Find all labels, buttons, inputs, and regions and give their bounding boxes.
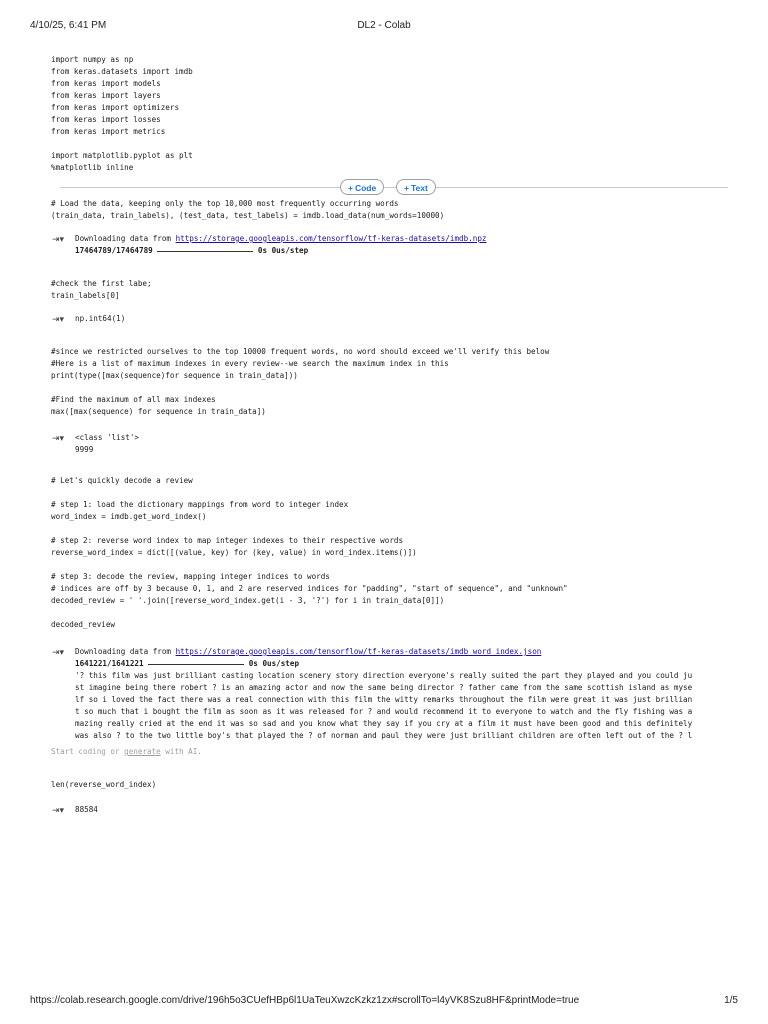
code-cell-decode-review[interactable]: # Let's quickly decode a review # step 1: load the dictionary mappings from word to integer index word_index = imdb.get_word_index() # step 2: reverse word index to map integer indexes to their respective words reverse_word_index = dict([(value, key) for (key, value) in word_index.items()]) # step 3: decode the review, mapping integer indices to words # indices are off by 3 because 0, 1, and 2 are reserved indices for "padding", "start of sequence", and "unknown" decoded_review = ' '.join([reverse_word_index.get(i - 3, '?') for i in train_data[0]]) decoded_review	[51, 476, 568, 629]
cell-separator	[60, 187, 728, 188]
page-title: DL2 - Colab	[357, 20, 411, 31]
output-toggle-icon[interactable]: ⇥▾	[52, 235, 65, 245]
hint-suffix: with AI.	[160, 747, 202, 756]
plus-icon: +	[404, 183, 409, 193]
hint-prefix: Start coding or	[51, 747, 125, 756]
download-timing: 0s 0us/step	[257, 246, 309, 255]
download-prefix: Downloading data from	[75, 647, 176, 656]
code-cell-imports[interactable]: import numpy as np from keras.datasets import imdb from keras import models from keras import layers from keras import optimizers from keras import losses from keras import metrics import matplotlib.pyplot as plt %matplotlib inline	[51, 55, 193, 172]
output-download-imdb	[75, 233, 486, 257]
add-text-button[interactable]	[396, 179, 436, 195]
output-toggle-icon[interactable]: ⇥▾	[52, 315, 65, 325]
empty-cell-hint[interactable]	[51, 747, 202, 756]
code-cell-load-data[interactable]: # Load the data, keeping only the top 10,000 most frequently occurring words (train_data, train_labels), (test_data, test_labels) = imdb.load_data(num_words=10000)	[51, 199, 445, 220]
page-url: https://colab.research.google.com/drive/196h5o3CUefHBp6l1UaTeuXwzcKzkz1zx#scrollTo=l4yVK8Szu8HF&printMode=true	[30, 995, 580, 1006]
decoded-review-output: '? this film was just brilliant casting location scenery story direction everyone's really suited the part they played and you could ju st imagine being there robert ? is an amazing actor and now the same being director ? father came from the same scottish island as myse lf so i loved the fact there was a real connection with this film the witty remarks throughout the film were great it was just brillian t so much that i bought the film as soon as it was released for ? and would recommend it to everyone to watch and the fly fishing was a mazing really cried at the end it was so sad and you know what they say if you cry at a film it must have been good and this definitely was also ? to the two little boy's that played the ? of norman and paul they were just brilliant children are often left out of the ? l	[75, 671, 693, 740]
code-cell-len-index[interactable]: len(reverse_word_index)	[51, 780, 157, 789]
output-len-index: 88584	[75, 805, 98, 814]
download-prefix: Downloading data from	[75, 234, 176, 243]
output-first-label: np.int64(1)	[75, 314, 126, 323]
download-count: 1641221/1641221	[75, 659, 144, 668]
download-count: 17464789/17464789	[75, 246, 153, 255]
output-max-index: <class 'list'> 9999	[75, 433, 140, 454]
download-link-imdb[interactable]: https://storage.googleapis.com/tensorflow/tf-keras-datasets/imdb.npz	[175, 234, 487, 243]
code-cell-max-index[interactable]: #since we restricted ourselves to the top 10000 frequent words, no word should exceed we'll verify this below #Here is a list of maximum indexes in every review--we search the maximum index in this print(type([max(sequence)for sequence in train_data])) #Find the maximum of all max indexes max([max(sequence) for sequence in train_data])	[51, 347, 550, 416]
output-download-word-index	[75, 646, 541, 670]
add-code-label: Code	[354, 183, 377, 193]
page-number: 1/5	[724, 995, 738, 1006]
output-toggle-icon[interactable]: ⇥▾	[52, 806, 65, 816]
download-timing: 0s 0us/step	[248, 659, 300, 668]
plus-icon: +	[348, 183, 353, 193]
print-date: 4/10/25, 6:41 PM	[30, 20, 107, 31]
code-cell-first-label[interactable]: #check the first labe; train_labels[0]	[51, 279, 152, 300]
generate-link[interactable]: generate	[124, 747, 161, 756]
add-text-label: Text	[410, 183, 428, 193]
download-link-word-index[interactable]: https://storage.googleapis.com/tensorflow/tf-keras-datasets/imdb_word_index.json	[175, 647, 542, 656]
add-code-button[interactable]	[340, 179, 384, 195]
output-toggle-icon[interactable]: ⇥▾	[52, 648, 65, 658]
progress-bar	[148, 664, 244, 665]
output-toggle-icon[interactable]: ⇥▾	[52, 434, 65, 444]
progress-bar	[157, 251, 253, 252]
